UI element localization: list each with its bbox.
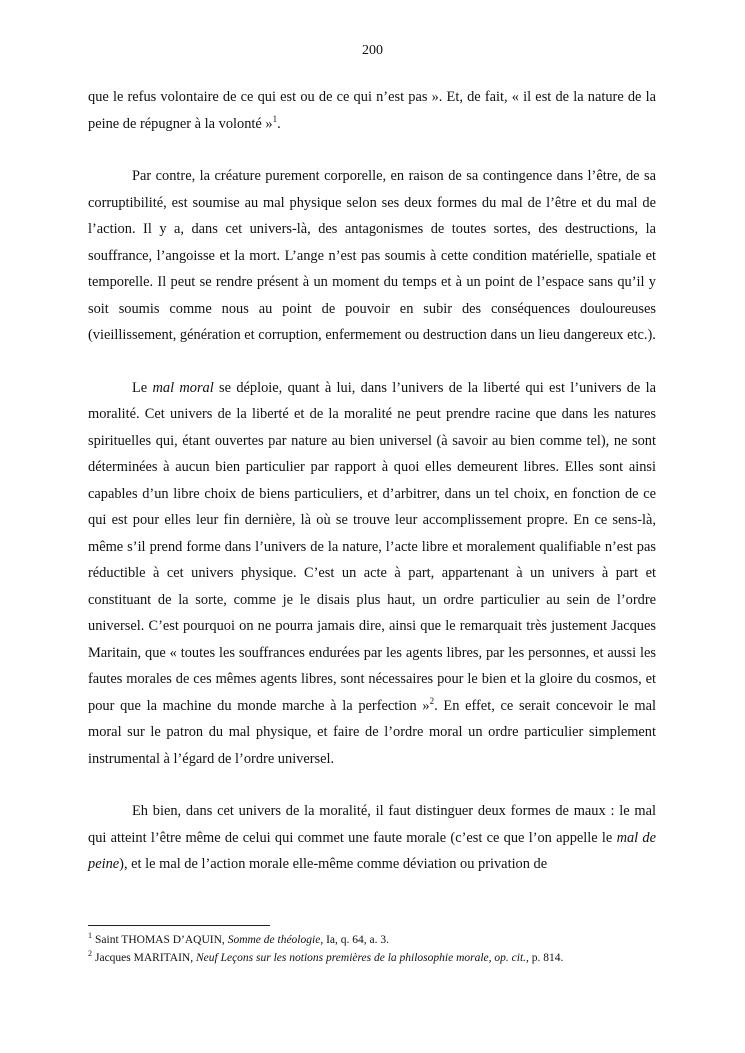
footnote-separator [88,925,270,926]
footnote-number: 2 [88,949,92,958]
text-run: se déploie, quant à lui, dans l’univers de la liberté qui est l’univers de la moralité. Cet univers de la liberté et de la moralité ne peut prendre racine que dans les natures spirituelles qui, étant ouvertes par nature au bien universel (à savoir au bien comme tel), ne sont déterminées à aucun bien particulier par rapport à quoi elles demeurent libres. Elles sont ainsi capables d’un libre choix de biens particuliers, et d’arbitrer, dans un tel choix, en fonction de ce qui est pour elles leur fin dernière, là où se trouve leur accomplissement propre. En ce sens-là, même s’il prend forme dans l’univers de la nature, l’acte libre et moralement qualifiable n’est pas réductible à cet univers physique. C’est un acte à part, appartenant à un univers à part et constituant de la sorte, comme je le disais plus haut, un ordre particulier au sein de l’ordre universel. C’est pourquoi on ne pourra jamais dire, ainsi que le remarquait très justement Jacques Maritain, que « toutes les souffrances endurées par les agents libres, par les personnes, et aussi les fautes morales de ces mêmes agents libres, sont nécessaires pour le bien et la gloire du cosmos, et pour que la machine du monde marche à la perfection » [88,379,656,714]
text-run: . [277,115,281,132]
footnote-ref: 1 [272,113,278,124]
text-run: Jacques MARITAIN, [95,952,196,964]
footnote-number: 1 [88,931,92,940]
emphasis-text: Neuf Leçons sur les notions premières de la philosophie morale, op. cit., [195,952,529,964]
text-run: Saint THOMAS D’AQUIN, [95,934,228,946]
footnote [88,931,656,949]
text-run: Par contre, la créature purement corporelle, en raison de sa contingence dans l’être, de sa corruptibilité, est soumise au mal physique selon ses deux formes du mal de l’être et du mal de l’action. Il y a, dans cet univers-là, des antagonismes de toutes sortes, des destructions, la souffrance, l’angoisse et la mort. L’ange n’est pas soumis à cette condition matérielle, spatiale et temporelle. Il peut se rendre présent à un moment du temps et à un point de l’espace sans qu’il y soit soumis comme nous au point de pouvoir en subir des conséquences douloureuses (vieillissement, génération et corruption, enfermement ou destruction dans un lieu dangereux etc.). [88,168,656,343]
footnote [88,949,656,967]
text-run: que le refus volontaire de ce qui est ou de ce qui n’est pas ». Et, de fait, « il est de la nature de la peine de répugner à la volonté » [88,89,656,132]
footnote-ref: 2 [429,695,435,706]
text-run: ), et le mal de l’action morale elle-même comme déviation ou privation de [119,856,548,872]
emphasis-text: Somme de théologie [227,934,321,946]
paragraph [88,163,656,349]
paragraph [88,84,656,137]
footnotes [88,931,656,967]
body-text [88,84,656,878]
text-run: . En effet, ce serait concevoir le mal moral sur le patron du mal physique, et faire de l’ordre moral un ordre particulier simplement instrumental à l’égard de l’ordre universel. [88,697,656,767]
text-run: Eh bien, dans cet univers de la moralité, il faut distinguer deux formes de maux : le mal qui atteint l’être même de celui qui commet une faute morale (c’est ce que l’on appelle le [88,803,656,846]
emphasis-text: mal de peine [88,829,656,872]
emphasis-text: mal moral [152,379,214,396]
text-run: , Ia, q. 64, a. 3. [320,934,389,946]
text-run: p. 814. [528,952,564,964]
paragraph [88,375,656,773]
paragraph [88,798,656,878]
page-number: 200 [362,43,383,58]
text-run: Le [132,379,153,396]
